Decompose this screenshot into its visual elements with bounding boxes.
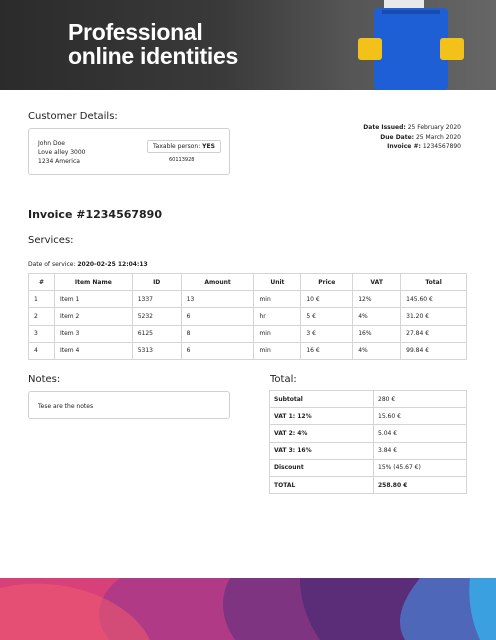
- table-cell: 8: [181, 325, 254, 342]
- customer-name: John Doe: [38, 140, 65, 147]
- total-row-value: 15% (45.67 €): [374, 459, 467, 476]
- table-cell: 3: [29, 325, 55, 342]
- total-row-value: 15.60 €: [374, 408, 467, 425]
- service-date-value: 2020-02-25 12:04:13: [77, 261, 148, 268]
- footer-decoration-image: [0, 578, 496, 640]
- table-row: [270, 408, 467, 425]
- total-row-label: TOTAL: [270, 476, 374, 493]
- banner-title: Professional online identities: [68, 19, 238, 69]
- table-cell: 27.84 €: [401, 325, 467, 342]
- table-row: [29, 325, 467, 342]
- total-row-value: 3.84 €: [374, 442, 467, 459]
- total-row-label: VAT 1: 12%: [270, 408, 374, 425]
- table-cell: 5 €: [301, 308, 353, 325]
- col-header: ID: [132, 274, 181, 291]
- services-header-row: [29, 274, 467, 291]
- total-row-label: Discount: [270, 459, 374, 476]
- col-header: Total: [401, 274, 467, 291]
- total-row-label: Subtotal: [270, 391, 374, 408]
- header-banner: [0, 0, 496, 90]
- table-cell: min: [254, 342, 301, 359]
- table-row: [29, 291, 467, 308]
- col-header: Unit: [254, 274, 301, 291]
- table-cell: 16%: [353, 325, 401, 342]
- services-table: [28, 273, 467, 360]
- date-issued-value: 25 February 2020: [407, 124, 461, 131]
- col-header: Price: [301, 274, 353, 291]
- col-header: #: [29, 274, 55, 291]
- notes-label: Notes:: [28, 374, 61, 385]
- table-cell: 4%: [353, 342, 401, 359]
- table-cell: 1: [29, 291, 55, 308]
- total-row-value: 258.80 €: [374, 476, 467, 493]
- table-cell: 1337: [132, 291, 181, 308]
- table-row: [29, 308, 467, 325]
- invoice-meta: [363, 123, 461, 152]
- tax-id: 60113928: [169, 157, 195, 163]
- totals-table: [269, 390, 467, 494]
- table-cell: min: [254, 291, 301, 308]
- notes-text: Tese are the notes: [38, 403, 94, 410]
- services-label: Services:: [28, 235, 74, 246]
- date-issued-label: Date Issued:: [363, 124, 406, 131]
- table-cell: 99.84 €: [401, 342, 467, 359]
- table-cell: 16 €: [301, 342, 353, 359]
- total-label: Total:: [270, 374, 297, 385]
- table-cell: Item 3: [54, 325, 132, 342]
- col-header: Amount: [181, 274, 254, 291]
- total-row-label: VAT 3: 16%: [270, 442, 374, 459]
- table-cell: Item 2: [54, 308, 132, 325]
- invoice-title: Invoice #1234567890: [28, 208, 162, 221]
- table-cell: 10 €: [301, 291, 353, 308]
- table-row: [29, 342, 467, 359]
- lego-figure-image: [356, 0, 466, 90]
- table-cell: 5232: [132, 308, 181, 325]
- table-row: [270, 476, 467, 493]
- table-cell: 4%: [353, 308, 401, 325]
- table-cell: hr: [254, 308, 301, 325]
- table-cell: 6125: [132, 325, 181, 342]
- taxable-badge: [147, 140, 221, 153]
- notes-card: [28, 391, 230, 419]
- table-row: [270, 442, 467, 459]
- invoice-number-label: Invoice #:: [387, 143, 421, 150]
- invoice-number-value: 1234567890: [422, 143, 461, 150]
- total-row-label: VAT 2: 4%: [270, 425, 374, 442]
- total-row-value: 5.04 €: [374, 425, 467, 442]
- table-cell: min: [254, 325, 301, 342]
- table-cell: 6: [181, 342, 254, 359]
- col-header: Item Name: [54, 274, 132, 291]
- taxable-label: Taxable person:: [153, 143, 201, 150]
- table-cell: 6: [181, 308, 254, 325]
- table-row: [270, 425, 467, 442]
- customer-address-line2: 1234 America: [38, 158, 80, 165]
- table-cell: 12%: [353, 291, 401, 308]
- table-cell: Item 4: [54, 342, 132, 359]
- total-row-value: 280 €: [374, 391, 467, 408]
- table-cell: 3 €: [301, 325, 353, 342]
- table-cell: 13: [181, 291, 254, 308]
- service-date-label: Date of service:: [28, 261, 76, 268]
- table-row: [270, 391, 467, 408]
- table-cell: 145.60 €: [401, 291, 467, 308]
- table-row: [270, 459, 467, 476]
- service-date: [28, 261, 148, 268]
- table-cell: 2: [29, 308, 55, 325]
- table-cell: 4: [29, 342, 55, 359]
- col-header: VAT: [353, 274, 401, 291]
- taxable-value: YES: [202, 143, 215, 150]
- table-cell: 31.20 €: [401, 308, 467, 325]
- due-date-label: Due Date:: [380, 133, 415, 141]
- customer-address-line1: Love alley 3000: [38, 149, 86, 156]
- table-cell: 5313: [132, 342, 181, 359]
- due-date-value: 25 March 2020: [415, 133, 461, 141]
- table-cell: Item 1: [54, 291, 132, 308]
- customer-card: [28, 128, 230, 175]
- customer-details-label: Customer Details:: [28, 111, 118, 122]
